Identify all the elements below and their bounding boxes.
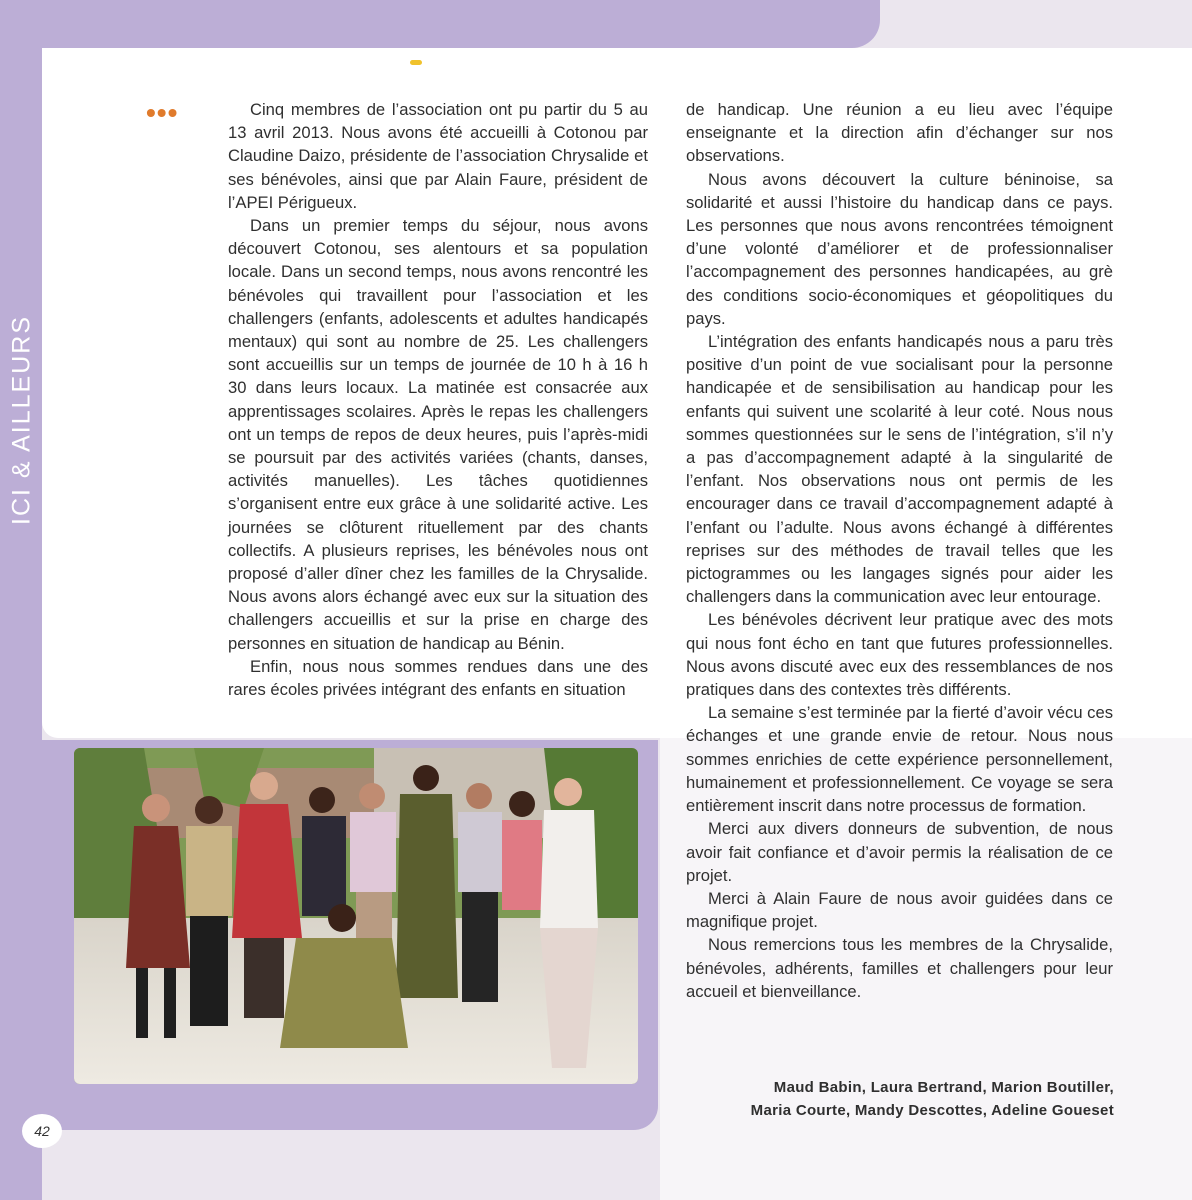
author-line: Maud Babin, Laura Bertrand, Marion Boutiller, <box>773 1079 1114 1096</box>
page-number: 42 <box>22 1114 62 1148</box>
article-column-left <box>228 98 648 701</box>
ornament-dots: ••• <box>146 97 179 128</box>
paragraph: Merci à Alain Faure de nous avoir guidées dans ce magnifique projet. <box>686 888 1113 932</box>
paragraph: Nous remercions tous les membres de la Chrysalide, bénévoles, adhérents, familles et challengers pour leur accueil et bienveillance. <box>686 935 1113 1001</box>
section-label: ICI & AILLEURS <box>7 314 36 526</box>
group-photo <box>74 748 638 1084</box>
paragraph: Nous avons découvert la culture béninoise, sa solidarité et aussi l’histoire du handicap dans ce pays. Les personnes que nous avons rencontrées témoignent d’une volonté d’améliorer et de professionnaliser l’accompagnement des personnes handicapées, au grè des conditions socio-économiques et géopolitiques du pays. <box>686 169 1113 328</box>
group-photo-illustration <box>74 748 638 1084</box>
paragraph: Cinq membres de l’association ont pu partir du 5 au 13 avril 2013. Nous avons été accueilli à Cotonou par Claudine Daizo, présidente de l’association Chrysalide et ses bénévoles, ainsi que par Alain Faure, président de l’APEI Périgueux. <box>228 100 648 212</box>
paragraph: La semaine s’est terminée par la fierté d’avoir vécu ces échanges et une grande envie de retour. Nous nous sommes enrichies de cette expérience personnellement, humainement et professionnellement. Ce voyage se sera entièrement inscrit dans notre processus de formation. <box>686 703 1113 816</box>
ornament-mark <box>410 60 422 65</box>
article-column-right <box>686 98 1113 1003</box>
paragraph-continuation: de handicap. Une réunion a eu lieu avec l’équipe enseignante et la direction afin d’échanger sur nos observations. <box>686 100 1113 166</box>
purple-header-band <box>0 0 880 48</box>
author-line: Maria Courte, Mandy Descottes, Adeline Goueset <box>750 1102 1114 1119</box>
author-credits <box>660 1076 1114 1122</box>
paragraph: Dans un premier temps du séjour, nous avons découvert Cotonou, ses alentours et sa population locale. Dans un second temps, nous avons rencontré les bénévoles qui travaillent pour l’association et les challengers (enfants, adolescents et adultes handicapés mentaux) qui sont au nombre de 25. Les challengers sont accueillis sur un temps de journée de 10 h à 16 h 30 dans leurs locaux. La matinée est consacrée aux apprentissages scolaires. Après le repas les challengers ont un temps de repos de deux heures, puis l’après-midi se poursuit par des activités variées (chants, danses, activités manuelles). Les tâches quotidiennes s’organisent entre eux grâce à une solidarité active. Les journées se clôturent rituellement par des chants collectifs. A plusieurs reprises, les bénévoles nous ont proposé d’aller dîner chez les familles de la Chrysalide. Nous avons alors échangé avec eux sur la situation des challengers accueillis et sur la prise en charge des personnes en situation de handicap au Bénin. <box>228 216 648 653</box>
paragraph: Les bénévoles décrivent leur pratique avec des mots qui nous font écho en tant que futures professionnelles. Nous avons discuté avec eux des ressemblances de nos pratiques dans des contextes très différents. <box>686 610 1113 700</box>
paragraph: Enfin, nous nous sommes rendues dans une des rares écoles privées intégrant des enfants en situation <box>228 656 648 700</box>
paragraph: Merci aux divers donneurs de subvention, de nous avoir fait confiance et d’avoir permis la réalisation de ce projet. <box>686 819 1113 885</box>
paragraph: L’intégration des enfants handicapés nous a paru très positive d’un point de vue socialisant pour la personne handicapée et de sensibilisation au handicap pour les enfants qui suivent une scolarité à leur coté. Nous nous sommes questionnées sur le sens de l’intégration, s’il n’y a pas d’accompagnement adapté à la singularité de l’enfant. Nos observations nous ont permis de les encourager dans ce travail d’accompagnement adapté à l’enfant ou l’adulte. Nous avons échangé à différentes reprises sur des méthodes de travail telles que les pictogrammes ou les langages signés pour aider les challengers dans la communication avec leur entourage. <box>686 332 1113 607</box>
